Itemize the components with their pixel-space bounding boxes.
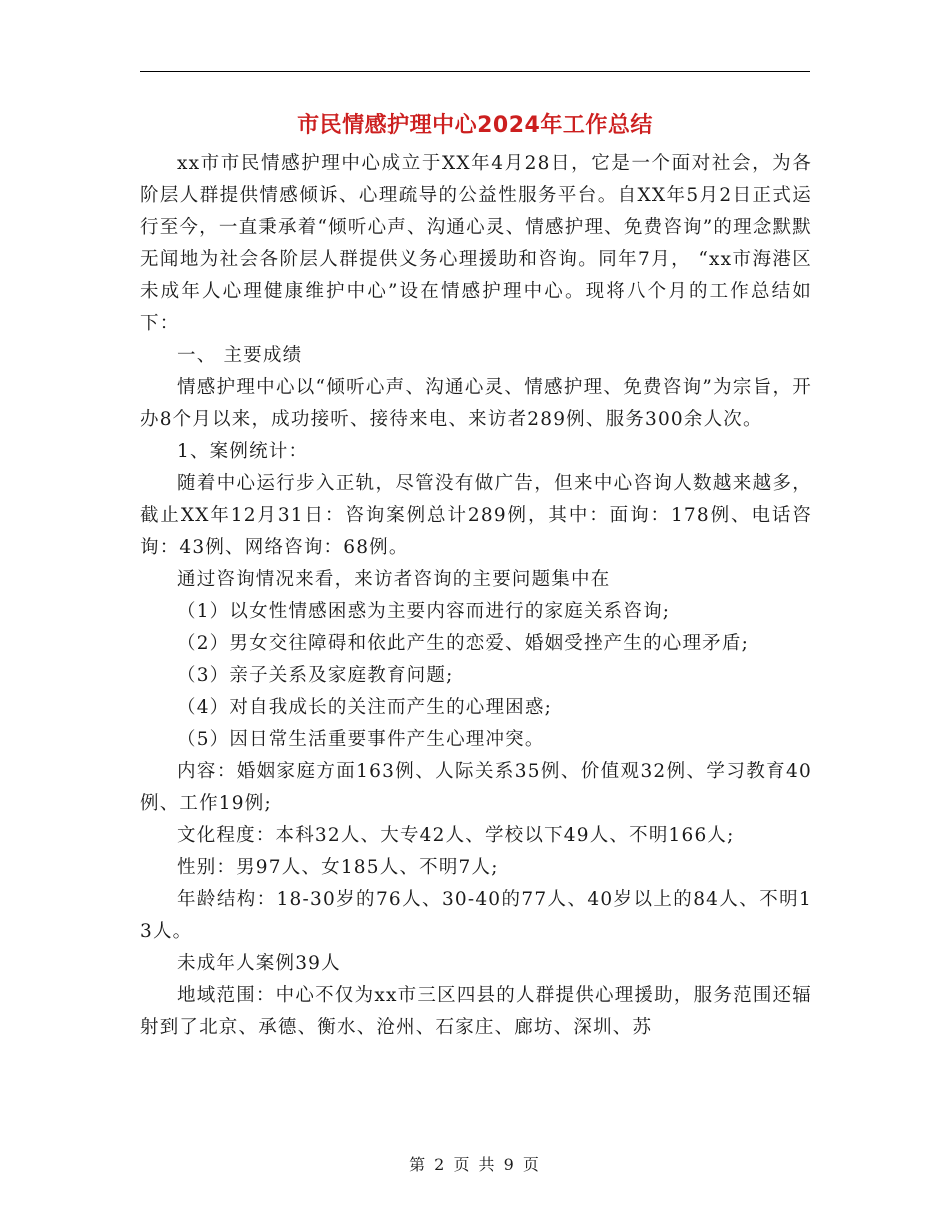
paragraph-age-stats: 年龄结构：18-30岁的76人、30-40的77人、40岁以上的84人、不明13人。	[140, 889, 812, 942]
section-heading-main-achievements: 一、 主要成绩	[177, 345, 303, 366]
document-title: 市民情感护理中心2024年工作总结	[297, 113, 653, 138]
paragraph-region-scope: 地域范围：中心不仅为xx市三区四县的人群提供心理援助，服务范围还辐射到了北京、承德、衡水、沧州、石家庄、廊坊、深圳、苏	[140, 985, 812, 1038]
page-number-footer: 第 2 页 共 9 页	[409, 1155, 541, 1174]
paragraph-case-totals: 随着中心运行步入正轨，尽管没有做广告，但来中心咨询人数越来越多，截止XX年12月31日：咨询案例总计289例，其中：面询：178例、电话咨询：43例、网络咨询：68例。	[140, 473, 812, 558]
paragraph-gender-stats: 性别：男97人、女185人、不明7人;	[177, 857, 499, 878]
header-rule	[140, 71, 810, 72]
list-item-issue-3: （3）亲子关系及家庭教育问题;	[177, 665, 454, 686]
paragraph-intro: xx市市民情感护理中心成立于XX年4月28日，它是一个面对社会，为各阶层人群提供情感倾诉、心理疏导的公益性服务平台。自XX年5月2日正式运行至今，一直秉承着“倾听心声、沟通心灵、情感护理、免费咨询”的理念默默无闻地为社会各阶层人群提供义务心理援助和咨询。同年7月， “xx市海港区未成年人心理健康维护中心”设在情感护理中心。现将八个月的工作总结如下：	[140, 153, 812, 334]
paragraph-purpose: 情感护理中心以“倾听心声、沟通心灵、情感护理、免费咨询”为宗旨，开办8个月以来，成功接听、接待来电、来访者289例、服务300余人次。	[140, 377, 812, 430]
list-item-issue-2: （2）男女交往障碍和依此产生的恋爱、婚姻受挫产生的心理矛盾;	[177, 633, 750, 654]
list-item-issue-5: （5）因日常生活重要事件产生心理冲突。	[177, 729, 545, 750]
subheading-case-statistics: 1、案例统计：	[177, 441, 309, 462]
paragraph-minor-cases: 未成年人案例39人	[177, 953, 341, 974]
document-body	[140, 148, 812, 1044]
list-item-issue-4: （4）对自我成长的关注而产生的心理困惑;	[177, 697, 553, 718]
paragraph-main-issues-intro: 通过咨询情况来看，来访者咨询的主要问题集中在	[177, 569, 611, 590]
list-item-issue-1: （1）以女性情感困惑为主要内容而进行的家庭关系咨询;	[177, 601, 671, 622]
paragraph-content-stats: 内容：婚姻家庭方面163例、人际关系35例、价值观32例、学习教育40例、工作19例;	[140, 761, 812, 814]
paragraph-education-stats: 文化程度：本科32人、大专42人、学校以下49人、不明166人;	[177, 825, 735, 846]
